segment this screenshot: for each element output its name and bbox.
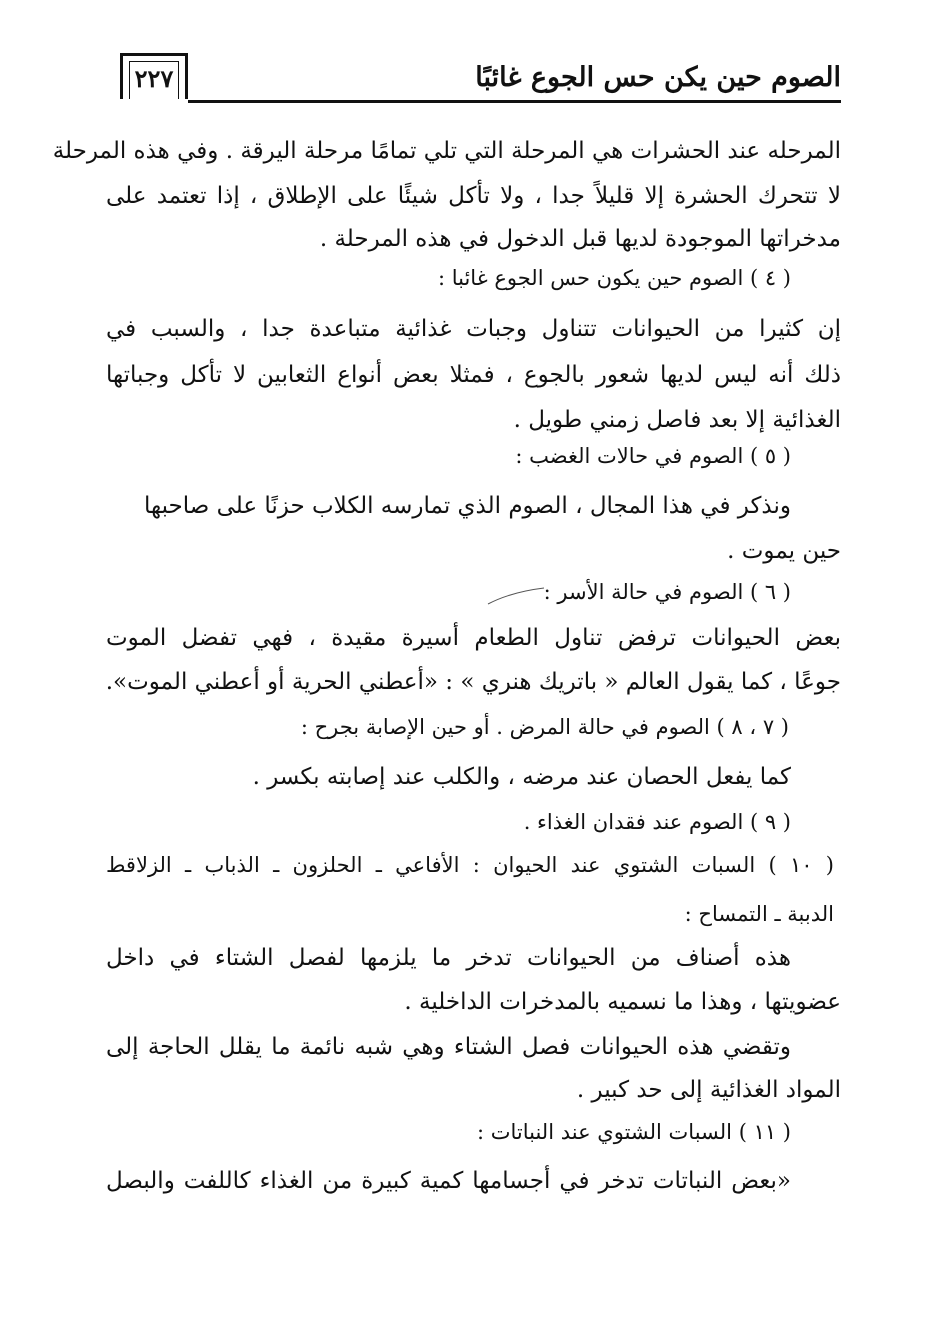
body-line: «بعض النباتات تدخر في أجسامها كمية كبيرة من الغذاء كاللفت والبصل bbox=[106, 1168, 791, 1194]
body-line: إن كثيرا من الحيوانات تتناول وجبات غذائية متباعدة جدا ، والسبب في bbox=[106, 316, 841, 342]
section-heading: ( ١٠ ) السبات الشتوي عند الحيوان : الأفاعي ـ الحلزون ـ الذباب ـ الزلاقط bbox=[106, 853, 834, 877]
body-line: المرحله عند الحشرات هي المرحلة التي تلي تمامًا مرحلة اليرقة . وفي هذه المرحلة bbox=[52, 138, 841, 164]
section-heading: ( ٦ ) الصوم في حالة الأسر : bbox=[543, 580, 791, 604]
body-line: مدخراتها الموجودة لديها قبل الدخول في هذه المرحلة . bbox=[319, 226, 841, 252]
section-heading: الدببة ـ التمساح : bbox=[684, 902, 834, 926]
section-heading: ( ١١ ) السبات الشتوي عند النباتات : bbox=[476, 1120, 791, 1144]
section-heading: ( ٩ ) الصوم عند فقدان الغذاء . bbox=[523, 810, 791, 834]
body-line: كما يفعل الحصان عند مرضه ، والكلب عند إصابته بكسر . bbox=[252, 764, 791, 790]
body-line: المواد الغذائية إلى حد كبير . bbox=[576, 1077, 841, 1103]
body-line: بعض الحيوانات ترفض تناول الطعام أسيرة مقيدة ، فهي تفضل الموت bbox=[106, 625, 841, 651]
section-heading: ( ٤ ) الصوم حين يكون حس الجوع غائبا : bbox=[437, 266, 791, 290]
body-line: ونذكر في هذا المجال ، الصوم الذي تمارسه الكلاب حزنًا على صاحبها bbox=[143, 493, 791, 519]
pen-stroke-mark bbox=[486, 586, 546, 606]
body-line: الغذائية إلا بعد فاصل زمني طويل . bbox=[513, 407, 841, 433]
body-line: عضويتها ، وهذا ما نسميه بالمدخرات الداخلية . bbox=[404, 989, 841, 1015]
page-number-box bbox=[120, 53, 188, 99]
body-line: لا تتحرك الحشرة إلا قليلاً جدا ، ولا تأكل شيئًا على الإطلاق ، إذا تعتمد على bbox=[106, 183, 841, 209]
body-line: حين يموت . bbox=[727, 538, 841, 564]
body-line: هذه أصناف من الحيوانات تدخر ما يلزمها لفصل الشتاء في داخل bbox=[106, 945, 791, 971]
body-line: ذلك أنه ليس لديها شعور بالجوع ، فمثلا بعض أنواع الثعابين لا تأكل وجباتها bbox=[106, 362, 841, 388]
section-heading: ( ٥ ) الصوم في حالات الغضب : bbox=[515, 444, 791, 468]
body-line: وتقضي هذه الحيوانات فصل الشتاء وهي شبه نائمة ما يقلل الحاجة إلى bbox=[106, 1034, 791, 1060]
header-rule bbox=[188, 100, 841, 103]
body-line: جوعًا ، كما يقول العالم « باتريك هنري » : «أعطني الحرية أو أعطني الموت». bbox=[105, 669, 841, 695]
running-header-title: الصوم حين يكن حس الجوع غائبًا bbox=[475, 62, 841, 93]
page-number: ٢٢٧ bbox=[134, 64, 174, 93]
section-heading: ( ٧ ، ٨ ) الصوم في حالة المرض . أو حين الإصابة بجرح : bbox=[300, 715, 789, 739]
